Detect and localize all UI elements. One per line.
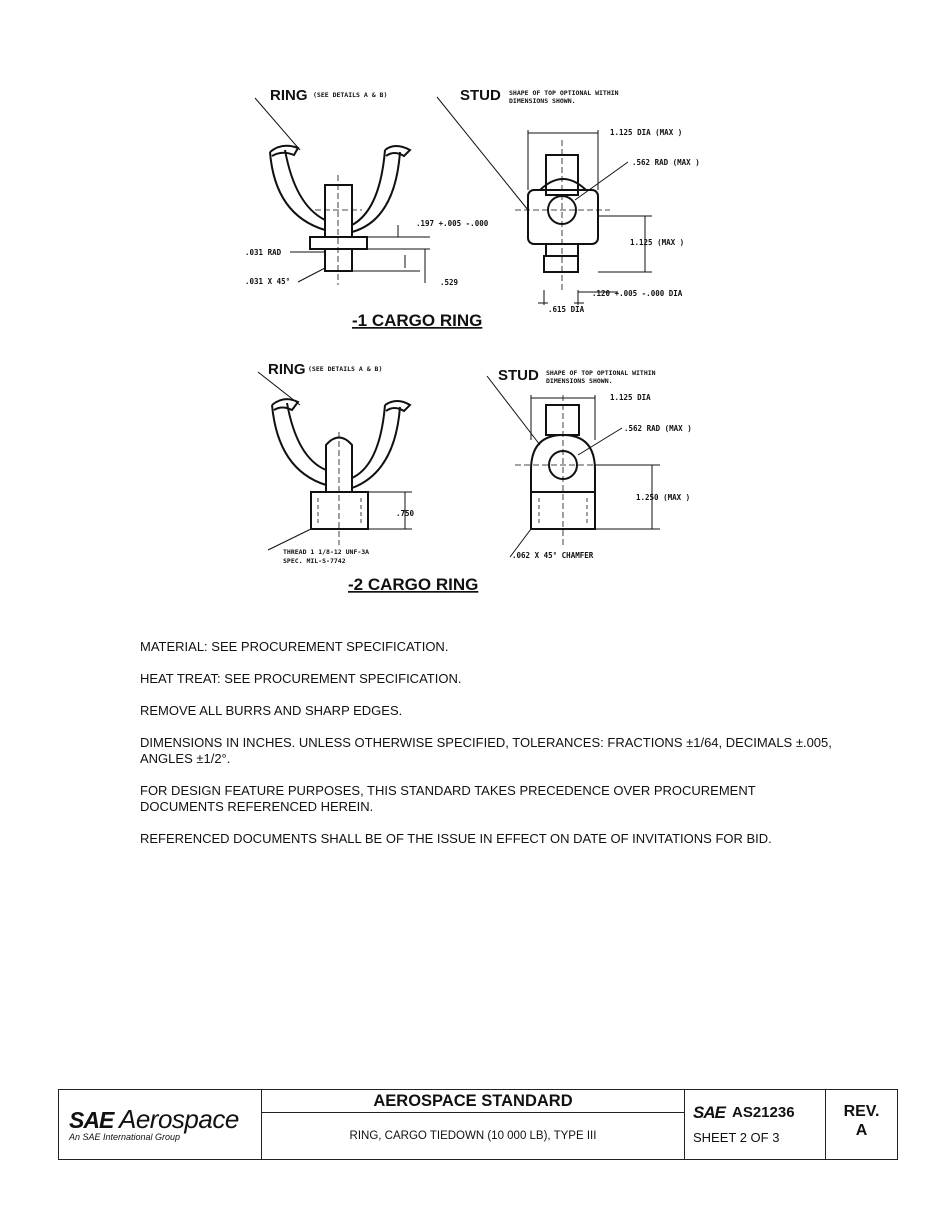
note-material: MATERIAL: SEE PROCUREMENT SPECIFICATION. bbox=[140, 639, 449, 654]
ring-1-label: RING bbox=[270, 87, 308, 104]
caption-1: -1 CARGO RING bbox=[352, 311, 483, 330]
dim-shank-dia: .615 DIA bbox=[548, 305, 585, 314]
dim-rad-max: .562 RAD (MAX ) bbox=[632, 158, 700, 167]
logo-tagline: An SAE International Group bbox=[69, 1132, 181, 1142]
note-burrs: REMOVE ALL BURRS AND SHARP EDGES. bbox=[140, 703, 403, 718]
rev-value: A bbox=[855, 1122, 868, 1139]
aerospace-logo-text: Aerospace bbox=[119, 1104, 239, 1134]
ring-2-label: RING bbox=[268, 361, 306, 378]
dim-dia: 1.125 DIA (MAX ) bbox=[610, 128, 683, 137]
dim-thickness: .197 +.005 -.000 bbox=[416, 219, 489, 228]
ring-1-note: (SEE DETAILS A & B) bbox=[313, 91, 388, 99]
thread-spec-1: THREAD 1 1/8-12 UNF-3A bbox=[283, 548, 370, 556]
dim-chamfer: .031 X 45° bbox=[245, 277, 291, 286]
document-number: AS21236 bbox=[732, 1104, 795, 1121]
stud-2-note-1: SHAPE OF TOP OPTIONAL WITHIN bbox=[546, 369, 656, 377]
dim-dia-2: 1.125 DIA bbox=[610, 393, 651, 402]
note-precedence: FOR DESIGN FEATURE PURPOSES, THIS STANDARD TAKES PRECEDENCE OVER PROCUREMENT DOCUMENTS REFERENCED HEREIN. bbox=[140, 783, 756, 814]
note-referenced: REFERENCED DOCUMENTS SHALL BE OF THE ISSUE IN EFFECT ON DATE OF INVITATIONS FOR BID. bbox=[140, 831, 772, 846]
thread-spec-2: SPEC. MIL-S-7742 bbox=[283, 557, 346, 565]
doc-number-cell bbox=[685, 1090, 826, 1159]
dim-rad: .031 RAD bbox=[245, 248, 282, 257]
stud-1-drawing bbox=[515, 140, 610, 290]
dim-rad-max-2: .562 RAD (MAX ) bbox=[624, 424, 692, 433]
dim-hole: .120 +.005 -.000 DIA bbox=[592, 289, 683, 298]
note-dimensions: DIMENSIONS IN INCHES. UNLESS OTHERWISE SPECIFIED, TOLERANCES: FRACTIONS ±1/64, DECIMALS ±.005, ANGLES ±1/2°. bbox=[140, 735, 832, 766]
stud-2-drawing bbox=[515, 395, 612, 545]
dim-height-max: 1.125 (MAX ) bbox=[630, 238, 685, 247]
title-block bbox=[58, 1089, 898, 1160]
sae-aerospace-logo bbox=[59, 1090, 262, 1159]
document-title: RING, CARGO TIEDOWN (10 000 LB), TYPE III bbox=[349, 1130, 597, 1142]
dim-height: .529 bbox=[440, 278, 459, 287]
standard-heading: AEROSPACE STANDARD bbox=[262, 1090, 684, 1113]
ring-2-drawing bbox=[272, 399, 410, 545]
dim-height-max-2: 1.250 (MAX ) bbox=[636, 493, 691, 502]
stud-2-label: STUD bbox=[498, 367, 539, 384]
technical-drawing bbox=[0, 0, 950, 610]
ring-1-drawing bbox=[270, 146, 410, 285]
title-cell bbox=[262, 1090, 685, 1159]
sae-small-logo: SAE bbox=[693, 1103, 725, 1122]
stud-1-label: STUD bbox=[460, 87, 501, 104]
ring-2-note: (SEE DETAILS A & B) bbox=[308, 365, 383, 373]
stud-1-note-2: DIMENSIONS SHOWN. bbox=[509, 97, 576, 105]
sheet-number: SHEET 2 OF 3 bbox=[693, 1130, 780, 1145]
stud-2-note-2: DIMENSIONS SHOWN. bbox=[546, 377, 613, 385]
dim-chamfer-2: .062 X 45° CHAMFER bbox=[512, 551, 594, 560]
sae-logo-text: SAE bbox=[69, 1107, 114, 1133]
rev-label: REV. bbox=[843, 1103, 880, 1120]
general-notes bbox=[140, 639, 840, 863]
note-heat-treat: HEAT TREAT: SEE PROCUREMENT SPECIFICATION. bbox=[140, 671, 462, 686]
dim-thread-length: .750 bbox=[396, 509, 415, 518]
stud-1-note-1: SHAPE OF TOP OPTIONAL WITHIN bbox=[509, 89, 619, 97]
caption-2: -2 CARGO RING bbox=[348, 575, 479, 594]
revision-cell bbox=[826, 1090, 897, 1159]
